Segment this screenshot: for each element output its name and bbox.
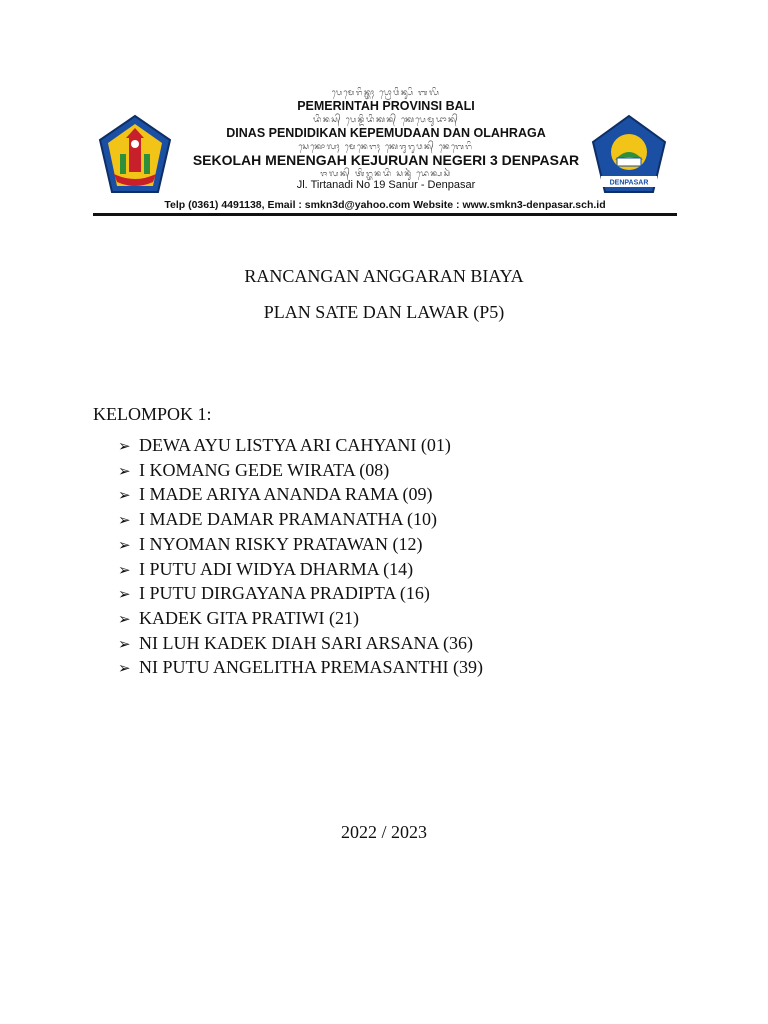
- arrow-bullet-icon: ➢: [118, 609, 131, 628]
- denpasar-city-crest-icon: [591, 114, 667, 194]
- balinese-script-line: ᬚᬮᬦ᭄ ᬢᬶᬭ᭄ᬢᬦᬤᬶ ᬲᬦᬸᬃ ᬤᬾᬦ᭄ᬧᬲᬃ: [320, 169, 452, 178]
- list-item: [118, 434, 483, 459]
- arrow-bullet-icon: ➢: [118, 535, 131, 554]
- arrow-bullet-icon: ➢: [118, 486, 131, 505]
- list-item: [118, 632, 483, 657]
- member-name: NI PUTU ANGELITHA PREMASANTHI (39): [139, 657, 483, 678]
- document-subtitle: PLAN SATE DAN LAWAR (P5): [263, 302, 505, 322]
- arrow-bullet-icon: ➢: [118, 659, 131, 678]
- arrow-bullet-icon: ➢: [118, 437, 131, 455]
- balinese-script-line: ᬤᬶᬦᬲ᭄ ᬧᬾᬦ᭄ᬤᬶᬤᬶᬓᬦ᭄ ᬓᬾᬧᬾᬫᬸᬤᬵᬦ᭄: [312, 115, 460, 124]
- arrow-bullet-icon: ➢: [118, 511, 131, 530]
- balinese-script-line: ᬧᬾᬫᬾᬭᬶᬦ᭄ᬢᬄ ᬧ᭄ᬭᭀᬯᬶᬦ᭄ᬲᬶ ᬩᬮᬶ: [331, 88, 441, 97]
- member-name: I KOMANG GEDE WIRATA (08): [139, 459, 390, 480]
- department-name: DINAS PENDIDIKAN KEPEMUDAAN DAN OLAHRAGA: [226, 126, 546, 140]
- member-name: KADEK GITA PRATIWI (21): [139, 607, 360, 628]
- member-name: NI LUH KADEK DIAH SARI ARSANA (36): [139, 632, 473, 653]
- list-item: [118, 582, 483, 607]
- list-item: [118, 656, 483, 681]
- list-item: [118, 607, 483, 632]
- government-name: PEMERINTAH PROVINSI BALI: [297, 99, 475, 113]
- document-title: RANCANGAN ANGGARAN BIAYA: [244, 266, 524, 286]
- list-item: [118, 483, 483, 508]
- letterhead-text: [161, 88, 611, 191]
- denpasar-logo-caption: DENPASAR: [609, 179, 649, 187]
- school-contact: Telp (0361) 4491138, Email : smkn3d@yahoo.com Website : www.smkn3-denpasar.sch.id: [164, 199, 606, 211]
- arrow-bullet-icon: ➢: [118, 560, 131, 579]
- letterhead-divider: [93, 213, 677, 216]
- list-item: [118, 533, 483, 558]
- school-address: Jl. Tirtanadi No 19 Sanur - Denpasar: [296, 179, 476, 191]
- arrow-bullet-icon: ➢: [118, 461, 131, 480]
- member-name: I MADE DAMAR PRAMANATHA (10): [139, 509, 438, 530]
- arrow-bullet-icon: ➢: [118, 634, 131, 653]
- list-item: [118, 558, 483, 583]
- group-label: KELOMPOK 1:: [93, 404, 212, 424]
- list-item: [118, 508, 483, 533]
- member-name: I NYOMAN RISKY PRATAWAN (12): [139, 533, 423, 554]
- arrow-bullet-icon: ➢: [118, 585, 131, 604]
- list-item: [118, 459, 483, 484]
- school-name: SEKOLAH MENENGAH KEJURUAN NEGERI 3 DENPASAR: [192, 152, 580, 168]
- member-list: [118, 434, 483, 681]
- member-name: I PUTU DIRGAYANA PRADIPTA (16): [139, 583, 430, 604]
- balinese-script-line: ᬲᬾᬓᭀᬮᬄ ᬫᬾᬦᬾᬗᬄ ᬓᬾᬚᬸᬭᬸᬯᬦ᭄ ᬦᬾᬕᬾᬭᬶ: [298, 142, 474, 151]
- member-name: I MADE ARIYA ANANDA RAMA (09): [139, 484, 433, 505]
- member-name: DEWA AYU LISTYA ARI CAHYANI (01): [139, 435, 451, 455]
- letterhead: [93, 88, 677, 228]
- member-name: I PUTU ADI WIDYA DHARMA (14): [139, 558, 414, 579]
- academic-year: 2022 / 2023: [340, 822, 427, 842]
